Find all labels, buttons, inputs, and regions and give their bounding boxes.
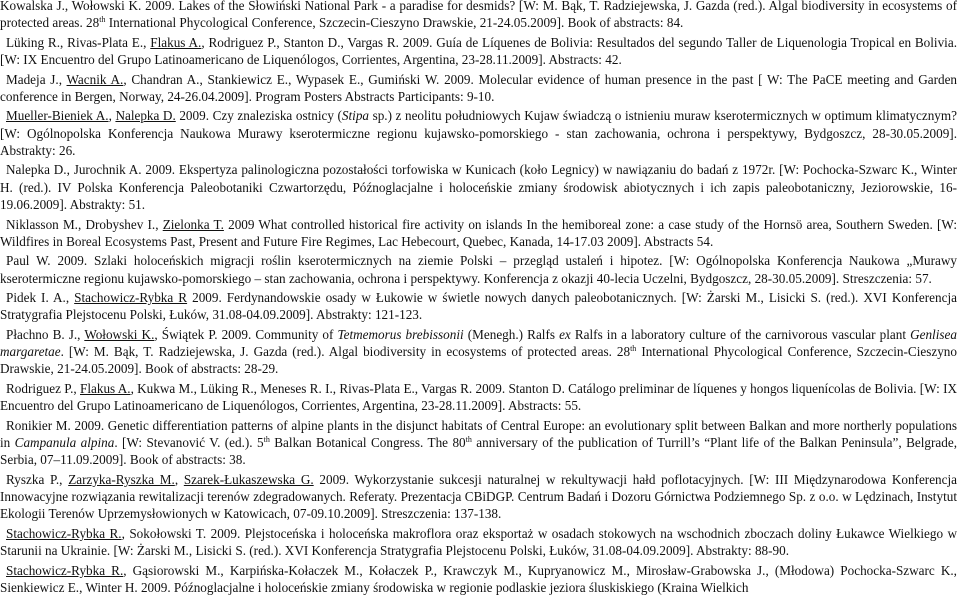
entry-text: Kowalska J., Wołowski K. 2009. Lakes of the Słowiński National Park - a paradise for desmids? [W: M. Bąk, T. Radziejewska, J. Gazda (red.). Algal biodiversity in ecosystems of protected areas. 28 — [0, 0, 957, 31]
entry-text: (Menegh.) Ralfs — [463, 326, 560, 342]
italic-term: Tetmemorus brebissonii — [337, 326, 464, 342]
entry-text: . [W: M. Bąk, T. Radziejewska, J. Gazda (red.). Algal biodiversity in ecosystems of protected areas. 28 — [60, 344, 631, 360]
entry-text: Pidek I. A., — [6, 290, 75, 306]
underlined-author: Stachowicz-Rybka R. — [6, 562, 124, 578]
bibliography-entry — [0, 471, 957, 523]
bibliography-entry — [0, 107, 957, 159]
entry-text: Balkan Botanical Congress. The 80 — [269, 435, 466, 450]
entry-text: International Phycological Conference, Szczecin-Cieszyno Drawskie, 21-24.05.2009]. Book of abstracts: 84. — [105, 15, 684, 31]
entry-text: , Sokołowski T. 2009. Plejstoceńska i holoceńska makroflora oraz eksportaż w osadach stokowych na wschodnich zboczach doliny Łukawce Wielkiego w Starunii na Ukrainie. [W: Żarski M., Lisicki S. (red.). XVI Konferencja Stratygrafia Plejstocenu Polski, Łuków, 31.08-04.09.2009]. Abstrakty: 88-90. — [0, 525, 957, 559]
superscript-text: th — [465, 435, 472, 444]
entry-text: Rodriguez P., — [6, 380, 80, 396]
entry-text: , Kukwa M., Lüking R., Meneses R. I., Rivas-Plata E., Vargas R. 2009. Stanton D. Catálogo preliminar de líquenes y hongos liquenícolas de Bolivia. [W: IX Encuentro del Grupo Latinoamericano de Liquenólogos, Corrientes, Argentina, 23-28.11.2009]. Abstracts: 55. — [0, 380, 957, 414]
entry-text: , — [108, 108, 116, 124]
entry-text: Niklasson M., Drobyshev I., — [6, 216, 163, 232]
entry-text: anniversary of the publication of Turrill’s “Plant life of the Balkan Peninsula”, Belgrade, Serbia, 07–11.09.2009]. Book of abstracts: 38. — [0, 435, 957, 468]
bibliography-entry — [0, 562, 957, 597]
bibliography-entry — [0, 161, 957, 213]
bibliography-entry — [0, 0, 957, 32]
entry-text: Ralfs in a laboratory culture of the carnivorous vascular plant — [570, 326, 911, 342]
italic-term: ex — [559, 326, 571, 342]
entry-text: Paul W. 2009. Szlaki holoceńskich migracji roślin kserotermicznych na ziemie Polski – przegląd ustaleń i hipotez. [W: Ogólnopolska Konferencja Naukowa „Murawy kserotermiczne regionu kujawsko-pomorskiego – stan zachowania, ochrona i perspektywy. Konferencja z okazji 40-lecia Uczelni, Bydgoszcz, 28-30.05.2009]. Streszczenia: 57. — [0, 253, 957, 286]
italic-term: Campanula alpina — [14, 435, 115, 450]
underlined-author: Stachowicz-Rybka R. — [6, 525, 122, 541]
underlined-author: Zielonka T. — [162, 216, 224, 232]
entry-text: 2009. Ferdynandowskie osady w Łukowie w świetle nowych danych paleobotanicznych. [W: Żarski M., Lisicki S. (red.). XVI Konferencja Stratygrafia Plejstocenu Polski, Łuków, 31.08-04.09.2009]. Abstrakty: 121-123. — [0, 290, 957, 323]
entry-text: , Chandran A., Stankiewicz E., Wypasek E., Gumiński W. 2009. Molecular evidence of human presence in the past [ W: The PaCE meeting and Garden conference in Bergen, Norway, 24-26.04.2009]. Program Posters Abstracts Participants: 9-10. — [0, 71, 958, 104]
bibliography-entry — [0, 289, 957, 324]
underlined-author: Stachowicz-Rybka R — [74, 290, 188, 306]
italic-term: Genlisea margaretae — [0, 326, 957, 360]
superscript-text: th — [263, 435, 270, 444]
entry-text: , Rodriguez P., Stanton D., Vargas R. 2009. Guía de Líquenes de Bolivia: Resultados del segundo Taller de Liquenologia Tropical en Bolivia. [W: IX Encuentro del Grupo Latinoamericano de Liquenólogos, Corrientes, Argentina, 23-28.11.2009]. Abstracts: 42. — [0, 34, 957, 68]
underlined-author: Wołowski K. — [84, 326, 155, 342]
entry-text: Ronikier M. 2009. Genetic differentiation patterns of alpine plants in the disjunct habitats of Central Europe: an evolutionary split between Balkan and more northerly populations in — [0, 417, 957, 450]
entry-text: . [W: Stevanović V. (ed.). 5 — [114, 435, 264, 450]
underlined-author: Wacnik A. — [66, 71, 124, 87]
entry-text: Madeja J., — [6, 71, 67, 87]
underlined-author: Mueller-Bieniek A. — [6, 108, 109, 124]
entry-text: Płachno B. J., — [6, 326, 85, 342]
underlined-author: Flakus A. — [150, 34, 202, 50]
entry-text: , Gąsiorowski M., Karpińska-Kołaczek M., Kołaczek P., Krawczyk M., Kupryanowicz M., Mirosław-Grabowska J., (Młodowa) Pochocka-Szwarc K., Sienkiewicz E., Winter H. 2009. Późnoglacjalne i holoceńskie zmiany środowiska w regionie podlaskie jeziora śluskiskiego (Kraina Wielkich — [0, 562, 957, 595]
superscript-text: th — [630, 344, 637, 354]
superscript-text: th — [99, 15, 106, 25]
bibliography-entry — [0, 252, 957, 287]
entry-text: 2009 What controlled historical fire activity on islands In the hemiboreal zone: a case study of the Hornsö area, Southern Sweden. [W: Wildfires in Boreal Ecosystems Past, Present and Future Fire Regimes, Lac Hebecourt, Quebec, Kanada, 14-17.03 2009]. Abstracts 54. — [0, 216, 957, 249]
bibliography-entry — [0, 417, 957, 469]
entry-text: Lüking R., Rivas-Plata E., — [6, 34, 151, 50]
entry-text: 2009. Wykorzystanie sukcesji naturalnej w rekultywacji hałd poflotacyjnych. [W: III Międzynarodowa Konferencja Innowacyjne rozwiązania rewitalizacji terenów zdegradowanych. Referaty. Prezentacja CBiDGP. Centrum Badań i Dozoru Górnictwa Podziemnego Sp. z o.o. w Lędzinach, Instytut Ekologii Terenów Uprzemysłowionych w Katowicach, 07-09.10.2009]. Streszczenia: 137-138. — [0, 471, 958, 522]
bibliography-entry — [0, 380, 957, 415]
italic-term: Stipa — [341, 108, 370, 124]
underlined-author: Nalepka D. — [115, 108, 176, 124]
bibliography-entry — [0, 326, 957, 378]
entry-text: International Phycological Conference, Szczecin-Cieszyno Drawskie, 21-24.05.2009]. Book of abstracts: 28-29. — [0, 344, 957, 377]
underlined-author: Zarzyka-Ryszka M. — [68, 471, 175, 487]
entry-text: sp.) z neolitu południowych Kujaw świadczą o istnieniu muraw kserotermicznych w optimum klimatycznym? [W: Ogólnopolska Konferencja Naukowa Murawy kserotermiczne regionu kujawsko-pomorskiego - stan zachowania, ochrona i perspektywy, Bydgoszcz, 28-30.05.2009]. Abstrakty: 26. — [0, 108, 958, 158]
entry-text: Ryszka P., — [6, 471, 69, 487]
bibliography-entry — [0, 34, 957, 69]
bibliography-entry — [0, 216, 957, 251]
bibliography-entry — [0, 525, 957, 560]
bibliography-entry — [0, 71, 957, 106]
underlined-author: Szarek-Łukaszewska G. — [183, 471, 314, 487]
entry-text: , — [174, 471, 184, 487]
entry-text: Nalepka D., Jurochnik A. 2009. Ekspertyza palinologiczna pozostałości torfowiska w Kunicach (koło Legnicy) w nawiązaniu do badań z 1972r. [W: Pochocka-Szwarc K., Winter H. (red.). IV Polska Konferencja Paleobotaniki Czwartorzędu, Późnoglacjalne i holoceńskie zmiany środowisk abiotycznych i ich zapis paleobotaniczny, Jeziorowskie, 16-19.06.2009]. Abstrakty: 51. — [0, 162, 957, 213]
entry-text: 2009. Czy znaleziska ostnicy ( — [175, 108, 342, 124]
underlined-author: Flakus A. — [80, 380, 131, 396]
entry-text: , Świątek P. 2009. Community of — [154, 326, 338, 342]
